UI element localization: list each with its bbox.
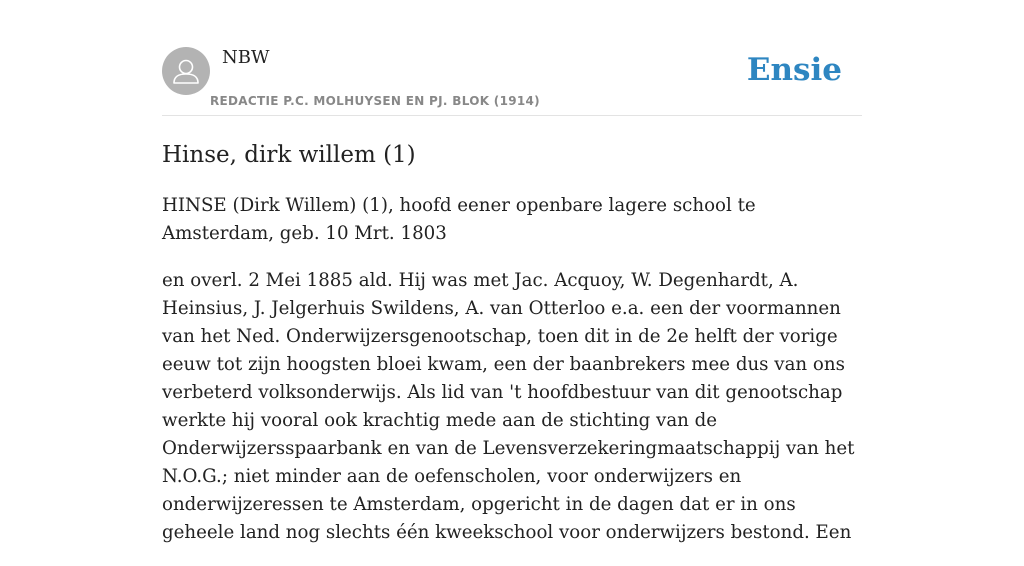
source-subtitle: REDACTIE P.C. MOLHUYSEN EN PJ. BLOK (1914) — [210, 94, 540, 108]
page-title: Hinse, dirk willem (1) — [162, 142, 416, 168]
author-name[interactable]: NBW — [222, 47, 270, 68]
user-silhouette-icon — [162, 47, 210, 95]
ensie-logo[interactable]: Ensie — [746, 52, 842, 88]
article-paragraph: en overl. 2 Mei 1885 ald. Hij was met Jac. Acquoy, W. Degenhardt, A. Heinsius, J. Jelgerhuis Swildens, A. van Otterloo e.a. een der voormannen van het Ned. Onderwijzersgenootschap, toen dit in de 2e helft der vorige eeuw tot zijn hoogsten bloei kwam, een der baanbrekers mee dus van ons verbeterd volksonderwijs. Als lid van 't hoofdbestuur van dit genootschap werkte hij vooral ook krachtig mede aan de stichting van de Onderwijzersspaarbank en van de Levensverzekeringmaatschappij van het N.O.G.; niet minder aan de oefenscholen, voor onderwijzers en onderwijzeressen te Amsterdam, opgericht in de dagen dat er in ons geheele land nog slechts één kweekschool voor onderwijzers bestond. Een — [162, 270, 855, 543]
author-avatar[interactable] — [162, 47, 210, 95]
article-header — [162, 0, 862, 116]
article-page — [162, 0, 862, 543]
article-paragraph: HINSE (Dirk Willem) (1), hoofd eener openbare lagere school te Amsterdam, geb. 10 Mrt. 1803 — [162, 195, 756, 244]
article-body — [162, 192, 862, 566]
